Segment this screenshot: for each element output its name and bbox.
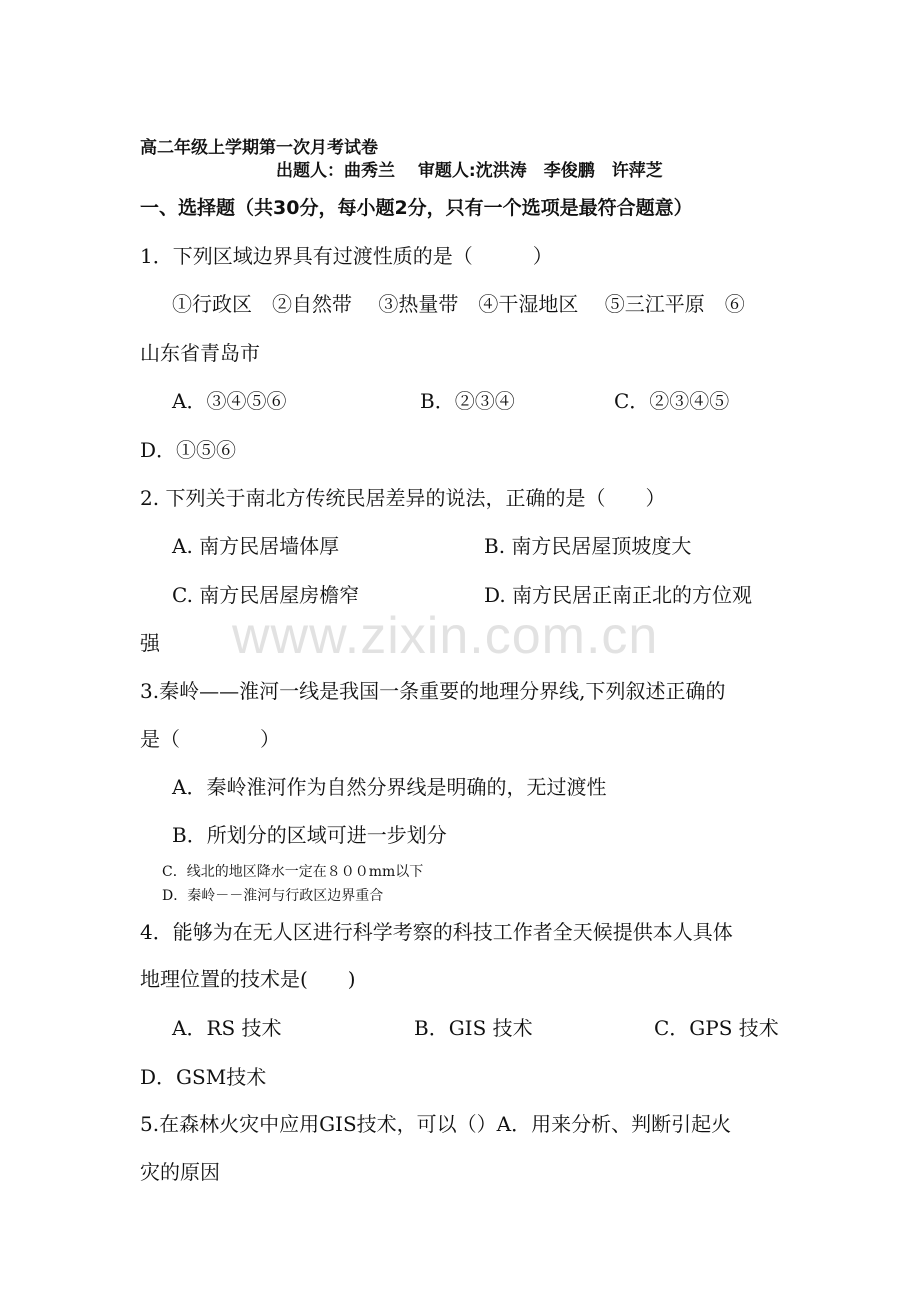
q2-option-d-cont: 强 bbox=[140, 631, 160, 655]
q1-stem: 1．下列区域边界具有过渡性质的是（ ） bbox=[140, 244, 553, 268]
q4-option-a: A．RS 技术 bbox=[172, 1016, 282, 1040]
q1-option-b: B．②③④ bbox=[420, 389, 515, 413]
q1-items-cont: 山东省青岛市 bbox=[140, 341, 260, 365]
q4-stem: 4．能够为在无人区进行科学考察的科技工作者全天候提供本人具体 bbox=[140, 920, 733, 944]
q3-option-c: C．线北的地区降水一定在８００mm以下 bbox=[162, 864, 424, 880]
q3-stem-cont: 是（ ） bbox=[140, 727, 280, 751]
q3-option-d: D．秦岭－－淮河与行政区边界重合 bbox=[162, 888, 384, 904]
q1-option-d: D．①⑤⑥ bbox=[140, 438, 237, 462]
q3-option-b: B．所划分的区域可进一步划分 bbox=[172, 823, 447, 847]
q2-option-d: D. 南方民居正南正北的方位观 bbox=[484, 583, 753, 607]
q2-option-a: A. 南方民居墙体厚 bbox=[172, 534, 340, 558]
q4-option-d: D．GSM技术 bbox=[140, 1065, 267, 1089]
section-heading: 一、选择题（共30分，每小题2分，只有一个选项是最符合题意） bbox=[140, 197, 693, 219]
watermark-text: www.zixin.com.cn bbox=[232, 607, 659, 665]
q2-option-b: B. 南方民居屋顶坡度大 bbox=[484, 534, 692, 558]
q4-option-c: C．GPS 技术 bbox=[654, 1016, 779, 1040]
q4-option-b: B．GIS 技术 bbox=[414, 1016, 533, 1040]
q3-stem: 3.秦岭——淮河一线是我国一条重要的地理分界线,下列叙述正确的 bbox=[140, 679, 726, 703]
q4-stem-cont: 地理位置的技术是( ) bbox=[140, 967, 356, 991]
q1-items: ①行政区 ②自然带 ③热量带 ④干湿地区 ⑤三江平原 ⑥ bbox=[172, 292, 745, 316]
q1-option-c: C．②③④⑤ bbox=[614, 389, 730, 413]
q5-stem-cont: 灾的原因 bbox=[140, 1160, 220, 1184]
q2-stem: 2. 下列关于南北方传统民居差异的说法，正确的是（ ） bbox=[140, 486, 666, 510]
exam-authors: 出题人：曲秀兰 审题人:沈洪涛 李俊鹏 许萍芝 bbox=[276, 161, 663, 181]
q2-option-c: C. 南方民居屋房檐窄 bbox=[172, 583, 360, 607]
exam-title: 高二年级上学期第一次月考试卷 bbox=[140, 138, 378, 158]
q5-stem: 5.在森林火灾中应用GIS技术，可以（）A．用来分析、判断引起火 bbox=[140, 1112, 732, 1136]
q3-option-a: A．秦岭淮河作为自然分界线是明确的，无过渡性 bbox=[172, 775, 607, 799]
q1-option-a: A．③④⑤⑥ bbox=[172, 389, 287, 413]
